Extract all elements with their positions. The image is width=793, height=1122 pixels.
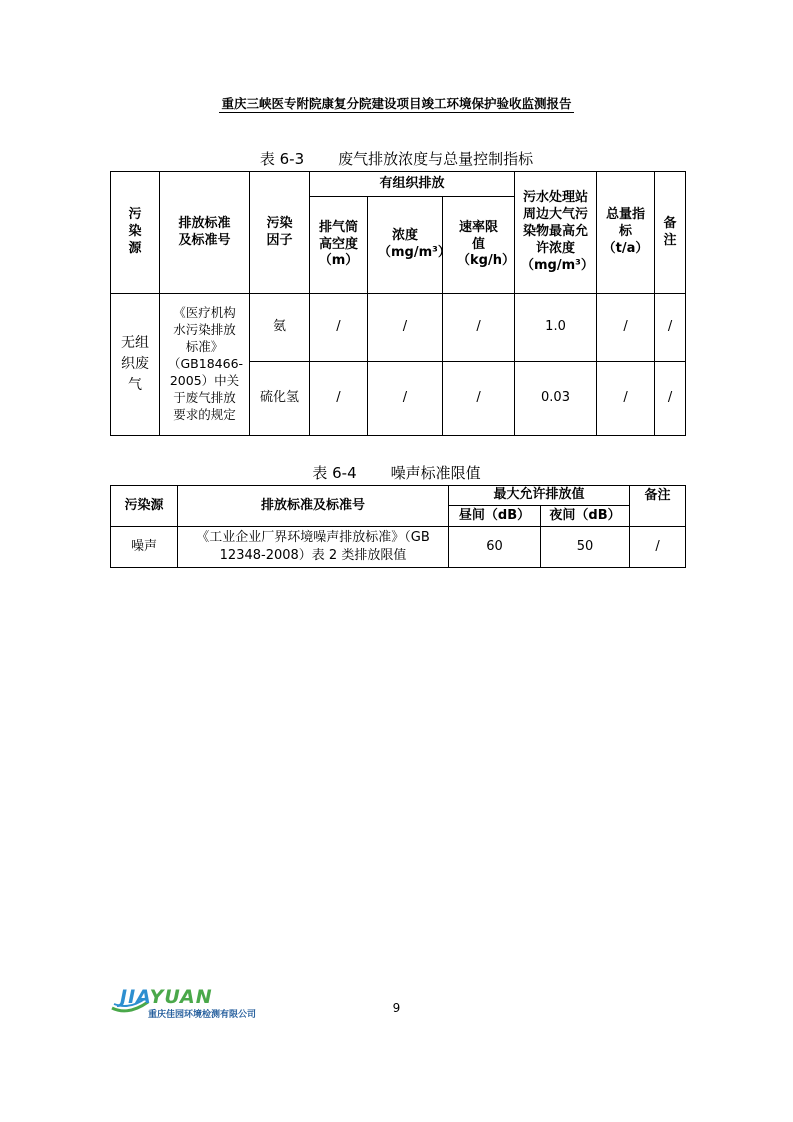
cell-max-concentration: 1.0 — [515, 294, 597, 362]
header-remark: 备注 — [655, 172, 686, 294]
cell-stack-height: / — [310, 362, 368, 436]
header-source: 污染源 — [111, 486, 178, 527]
header-standard: 排放标准及标准号 — [178, 486, 449, 527]
cell-source: 噪声 — [111, 527, 178, 568]
table-row — [111, 527, 686, 568]
table2-caption-number: 表 6-4 — [312, 464, 357, 482]
cell-factor: 氨 — [250, 294, 310, 362]
cell-source: 无组织废气 — [111, 294, 160, 436]
exhaust-emission-table — [110, 171, 686, 436]
header-night: 夜间（dB） — [541, 506, 630, 527]
report-header — [0, 94, 793, 112]
header-source: 污染源 — [111, 172, 160, 294]
cell-remark: / — [655, 362, 686, 436]
header-max-concentration: 污水处理站周边大气污染物最高允许浓度（mg/m³） — [515, 172, 597, 294]
header-total: 总量指标（t/a） — [597, 172, 655, 294]
cell-day: 60 — [449, 527, 541, 568]
table-row — [111, 294, 686, 362]
company-logo: JIAYUAN — [120, 986, 213, 1008]
cell-standard: 《医疗机构水污染排放标准》（GB18466-2005）中关于废气排放要求的规定 — [160, 294, 250, 436]
header-concentration: 浓度（mg/m³） — [368, 197, 443, 294]
table2-caption-title: 噪声标准限值 — [390, 464, 481, 482]
header-day: 昼间（dB） — [449, 506, 541, 527]
cell-stack-height: / — [310, 294, 368, 362]
cell-concentration: / — [368, 362, 443, 436]
header-factor: 污染因子 — [250, 172, 310, 294]
table1-caption — [0, 148, 793, 169]
table1-caption-title: 废气排放浓度与总量控制指标 — [338, 150, 534, 168]
cell-total: / — [597, 362, 655, 436]
cell-remark: / — [630, 527, 686, 568]
cell-rate: / — [443, 362, 515, 436]
cell-max-concentration: 0.03 — [515, 362, 597, 436]
header-stack-height: 排气筒高空度（m） — [310, 197, 368, 294]
page-number: 9 — [392, 1001, 401, 1015]
table1-caption-number: 表 6-3 — [259, 150, 305, 168]
header-organized: 有组织排放 — [310, 172, 515, 197]
cell-total: / — [597, 294, 655, 362]
company-name: 重庆佳园环境检测有限公司 — [148, 1010, 257, 1020]
noise-standard-table — [110, 485, 686, 568]
cell-night: 50 — [541, 527, 630, 568]
cell-remark: / — [655, 294, 686, 362]
header-remark: 备注 — [630, 486, 686, 527]
header-rate: 速率限值（kg/h） — [443, 197, 515, 294]
report-header-title: 重庆三峡医专附院康复分院建设项目竣工环境保护验收监测报告 — [221, 96, 572, 111]
header-max-limit: 最大允许排放值 — [449, 486, 630, 506]
cell-factor: 硫化氢 — [250, 362, 310, 436]
table2-caption — [0, 462, 793, 483]
cell-concentration: / — [368, 294, 443, 362]
header-standard: 排放标准及标准号 — [160, 172, 250, 294]
cell-rate: / — [443, 294, 515, 362]
cell-standard: 《工业企业厂界环境噪声排放标准》（GB 12348-2008）表 2 类排放限值 — [178, 527, 449, 568]
